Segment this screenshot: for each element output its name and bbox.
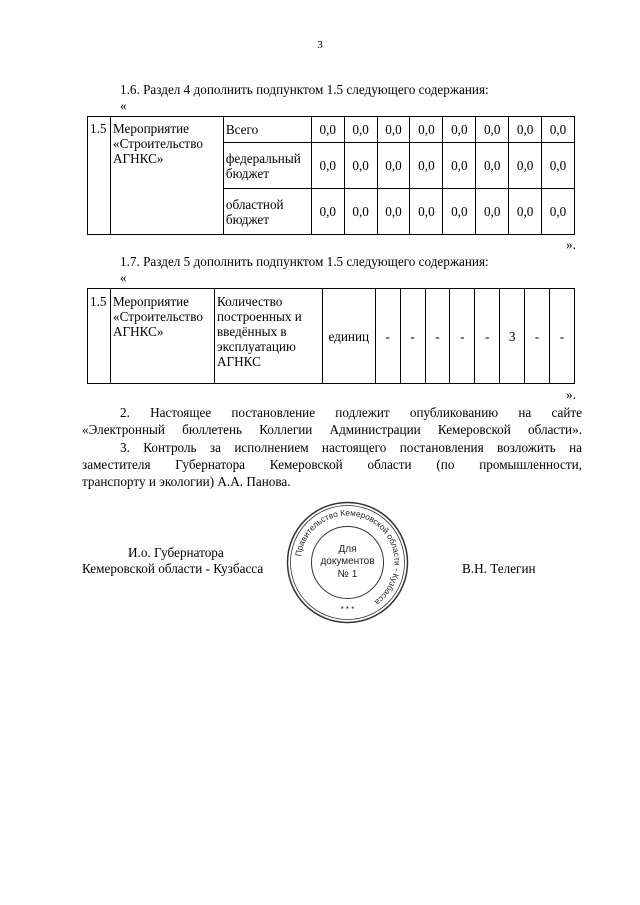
value-cell: 0,0 — [509, 117, 542, 143]
value-cell: 0,0 — [311, 189, 344, 235]
value-cell: 3 — [500, 289, 525, 384]
item-1-6-intro: 1.6. Раздел 4 дополнить подпунктом 1.5 следующего содержания: — [120, 82, 489, 97]
indicator-cell: Количество построенных и введённых в эксплуатацию АГНКС — [214, 289, 322, 384]
value-cell: - — [475, 289, 500, 384]
value-cell: 0,0 — [443, 143, 476, 189]
source-label: Всего — [223, 117, 311, 143]
close-quote: ». — [566, 237, 576, 252]
finance-table — [87, 116, 575, 235]
seal-center-text: Для — [338, 544, 357, 555]
value-cell: - — [400, 289, 425, 384]
value-cell: 0,0 — [410, 189, 443, 235]
activity-line: АГНКС» — [112, 324, 164, 339]
value-cell: 0,0 — [344, 143, 377, 189]
value-cell: 0,0 — [476, 143, 509, 189]
item-3-line1: 3. Контроль за исполнением настоящего постановления возложить на — [120, 440, 582, 455]
value-cell: - — [450, 289, 475, 384]
value-cell: 0,0 — [377, 143, 410, 189]
signatory-name: В.Н. Телегин — [462, 561, 536, 576]
source-label: федеральный бюджет — [223, 143, 311, 189]
value-cell: - — [375, 289, 400, 384]
seal-center-text: № 1 — [337, 568, 358, 580]
item-2-line2: «Электронный бюллетень Коллегии Администрации Кемеровской области». — [82, 422, 582, 437]
activity-line: Мероприятие — [112, 294, 190, 309]
official-seal — [285, 500, 410, 625]
open-quote: « — [120, 98, 127, 113]
seal-ring-text: Правительство Кемеровской области - Кузбасса — [292, 507, 403, 608]
value-cell: 0,0 — [509, 143, 542, 189]
value-cell: 0,0 — [509, 189, 542, 235]
value-cell: 0,0 — [542, 117, 575, 143]
value-cell: 0,0 — [311, 117, 344, 143]
activity-line: «Строительство — [112, 136, 203, 151]
item-2-line1: 2. Настоящее постановление подлежит опубликованию на сайте — [120, 405, 582, 420]
signatory-title-line2: Кемеровской области - Кузбасса — [82, 561, 264, 576]
activity-line: Мероприятие — [112, 121, 190, 136]
indicator-table — [87, 288, 575, 384]
value-cell: 0,0 — [476, 117, 509, 143]
indicator-row — [88, 289, 575, 384]
activity-cell — [110, 117, 223, 235]
value-cell: 0,0 — [443, 117, 476, 143]
value-cell: 0,0 — [344, 189, 377, 235]
close-quote: ». — [566, 387, 576, 402]
activity-cell — [110, 289, 214, 384]
value-cell: - — [425, 289, 450, 384]
seal-center-text: документов — [320, 556, 375, 567]
value-cell: 0,0 — [311, 143, 344, 189]
seal-stars: * * * — [340, 605, 355, 614]
unit-cell: единиц — [322, 289, 375, 384]
value-cell: 0,0 — [443, 189, 476, 235]
value-cell: 0,0 — [410, 117, 443, 143]
item-1-7-intro: 1.7. Раздел 5 дополнить подпунктом 1.5 следующего содержания: — [120, 254, 489, 269]
value-cell: 0,0 — [377, 117, 410, 143]
value-cell: - — [550, 289, 575, 384]
value-cell: 0,0 — [344, 117, 377, 143]
row-number: 1.5 — [88, 117, 111, 235]
item-3-line3: транспорту и экологии) А.А. Панова. — [82, 474, 291, 489]
item-3-line2: заместителя Губернатора Кемеровской области (по промышленности, — [82, 457, 582, 472]
value-cell: 0,0 — [542, 143, 575, 189]
value-cell: 0,0 — [542, 189, 575, 235]
value-cell: 0,0 — [410, 143, 443, 189]
signatory-title-line1: И.о. Губернатора — [128, 545, 224, 560]
activity-line: «Строительство — [112, 309, 203, 324]
activity-line: АГНКС» — [112, 151, 164, 166]
finance-row-total — [88, 117, 575, 143]
value-cell: - — [525, 289, 550, 384]
source-label: областной бюджет — [223, 189, 311, 235]
row-number: 1.5 — [88, 289, 111, 384]
page-number: 3 — [317, 39, 323, 51]
open-quote: « — [120, 270, 127, 285]
value-cell: 0,0 — [377, 189, 410, 235]
value-cell: 0,0 — [476, 189, 509, 235]
